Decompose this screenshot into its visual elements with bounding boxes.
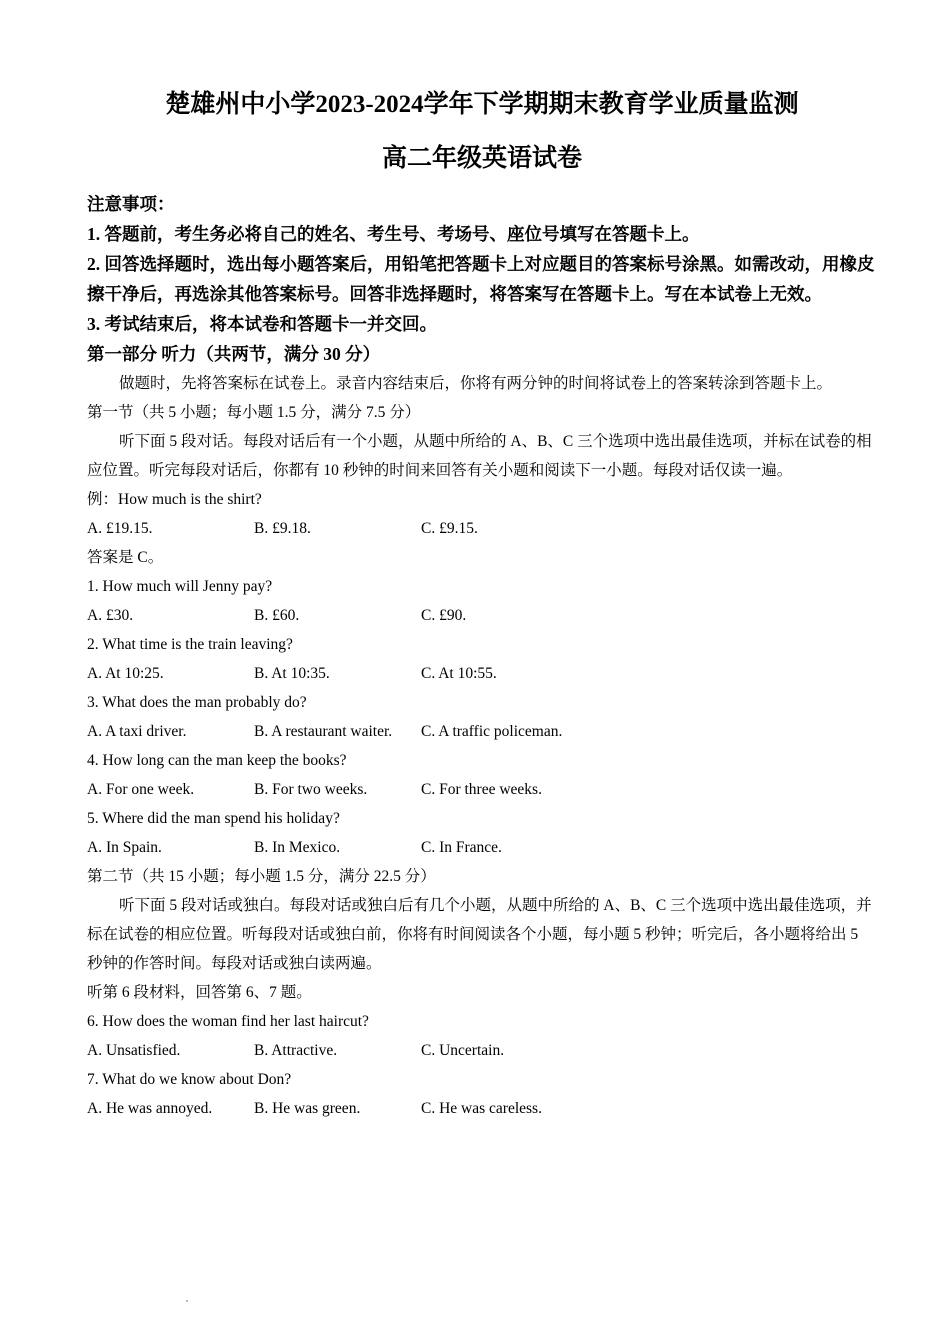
option-c: C. He was careless. [421, 1100, 542, 1117]
notice-item: 1. 答题前，考生务必将自己的姓名、考生号、考场号、座位号填写在答题卡上。 [87, 224, 700, 244]
section1-heading: 第一节（共 5 小题；每小题 1.5 分，满分 7.5 分） [87, 404, 421, 421]
option-c: C. £9.15. [421, 520, 478, 537]
option-c: C. For three weeks. [421, 781, 542, 798]
option-a: A. He was annoyed. [87, 1100, 213, 1117]
notice-item: 3. 考试结束后，将本试卷和答题卡一并交回。 [87, 314, 437, 334]
option-a: A. For one week. [87, 781, 195, 798]
question-2-options [87, 659, 877, 688]
question-5: 5. Where did the man spend his holiday? [87, 810, 340, 827]
option-b: B. For two weeks. [254, 781, 368, 798]
option-a: A. A taxi driver. [87, 723, 187, 740]
notice-heading: 注意事项： [87, 194, 175, 214]
notice-item: 2. 回答选择题时，选出每小题答案后，用铅笔把答题卡上对应题目的答案标号涂黑。如需改动，用橡皮擦干净后，再选涂其他答案标号。回答非选择题时，将答案写在答题卡上。写在本试卷上无效。 [87, 254, 875, 304]
option-b: B. In Mexico. [254, 839, 341, 856]
part1-heading: 第一部分 听力（共两节，满分 30 分） [87, 344, 381, 364]
option-a: A. At 10:25. [87, 665, 164, 682]
question-7: 7. What do we know about Don? [87, 1071, 292, 1088]
option-c: C. A traffic policeman. [421, 723, 563, 740]
question-7-options [87, 1094, 877, 1123]
question-5-options [87, 833, 877, 862]
option-b: B. A restaurant waiter. [254, 723, 393, 740]
option-c: C. In France. [421, 839, 502, 856]
section2-heading: 第二节（共 15 小题；每小题 1.5 分，满分 22.5 分） [87, 868, 436, 885]
option-b: B. £9.18. [254, 520, 311, 537]
option-a: A. In Spain. [87, 839, 162, 856]
exam-title: 楚雄州中小学2023-2024学年下学期期末教育学业质量监测 [165, 91, 799, 118]
question-3: 3. What does the man probably do? [87, 694, 307, 711]
question-4: 4. How long can the man keep the books? [87, 752, 347, 769]
option-c: C. Uncertain. [421, 1042, 505, 1059]
section1-instructions: 听下面 5 段对话。每段对话后有一个小题，从题中所给的 A、B、C 三个选项中选出最佳选项，并标在试卷的相应位置。听完每段对话后，你都有 10 秒钟的时间来回答有关小题和阅读下一小题。每段对话仅读一遍。 [87, 433, 872, 479]
question-1: 1. How much will Jenny pay? [87, 578, 273, 595]
example-options [87, 514, 877, 543]
option-b: B. £60. [254, 607, 300, 624]
page-speck [186, 1300, 188, 1302]
question-4-options [87, 775, 877, 804]
option-b: B. At 10:35. [254, 665, 330, 682]
question-2: 2. What time is the train leaving? [87, 636, 293, 653]
example-question: 例：How much is the shirt? [87, 491, 262, 508]
option-a: A. £19.15. [87, 520, 153, 537]
option-b: B. He was green. [254, 1100, 361, 1117]
option-a: A. £30. [87, 607, 134, 624]
material-label: 听第 6 段材料，回答第 6、7 题。 [87, 984, 312, 1001]
question-6: 6. How does the woman find her last haircut? [87, 1013, 369, 1030]
question-6-options [87, 1036, 877, 1065]
option-c: C. At 10:55. [421, 665, 497, 682]
question-3-options [87, 717, 877, 746]
option-a: A. Unsatisfied. [87, 1042, 181, 1059]
part1-intro: 做题时，先将答案标在试卷上。录音内容结束后，你将有两分钟的时间将试卷上的答案转涂到答题卡上。 [119, 375, 833, 392]
option-b: B. Attractive. [254, 1042, 338, 1059]
example-answer: 答案是 C。 [87, 549, 164, 566]
question-1-options [87, 601, 877, 630]
exam-page [87, 82, 877, 1123]
option-c: C. £90. [421, 607, 467, 624]
section2-instructions: 听下面 5 段对话或独白。每段对话或独白后有几个小题，从题中所给的 A、B、C 三个选项中选出最佳选项，并标在试卷的相应位置。听每段对话或独白前，你将有时间阅读各个小题，每小题 5 秒钟；听完后，各小题将给出 5 秒钟的作答时间。每段对话或独白读两遍。 [87, 897, 872, 972]
exam-subtitle: 高二年级英语试卷 [381, 145, 582, 172]
